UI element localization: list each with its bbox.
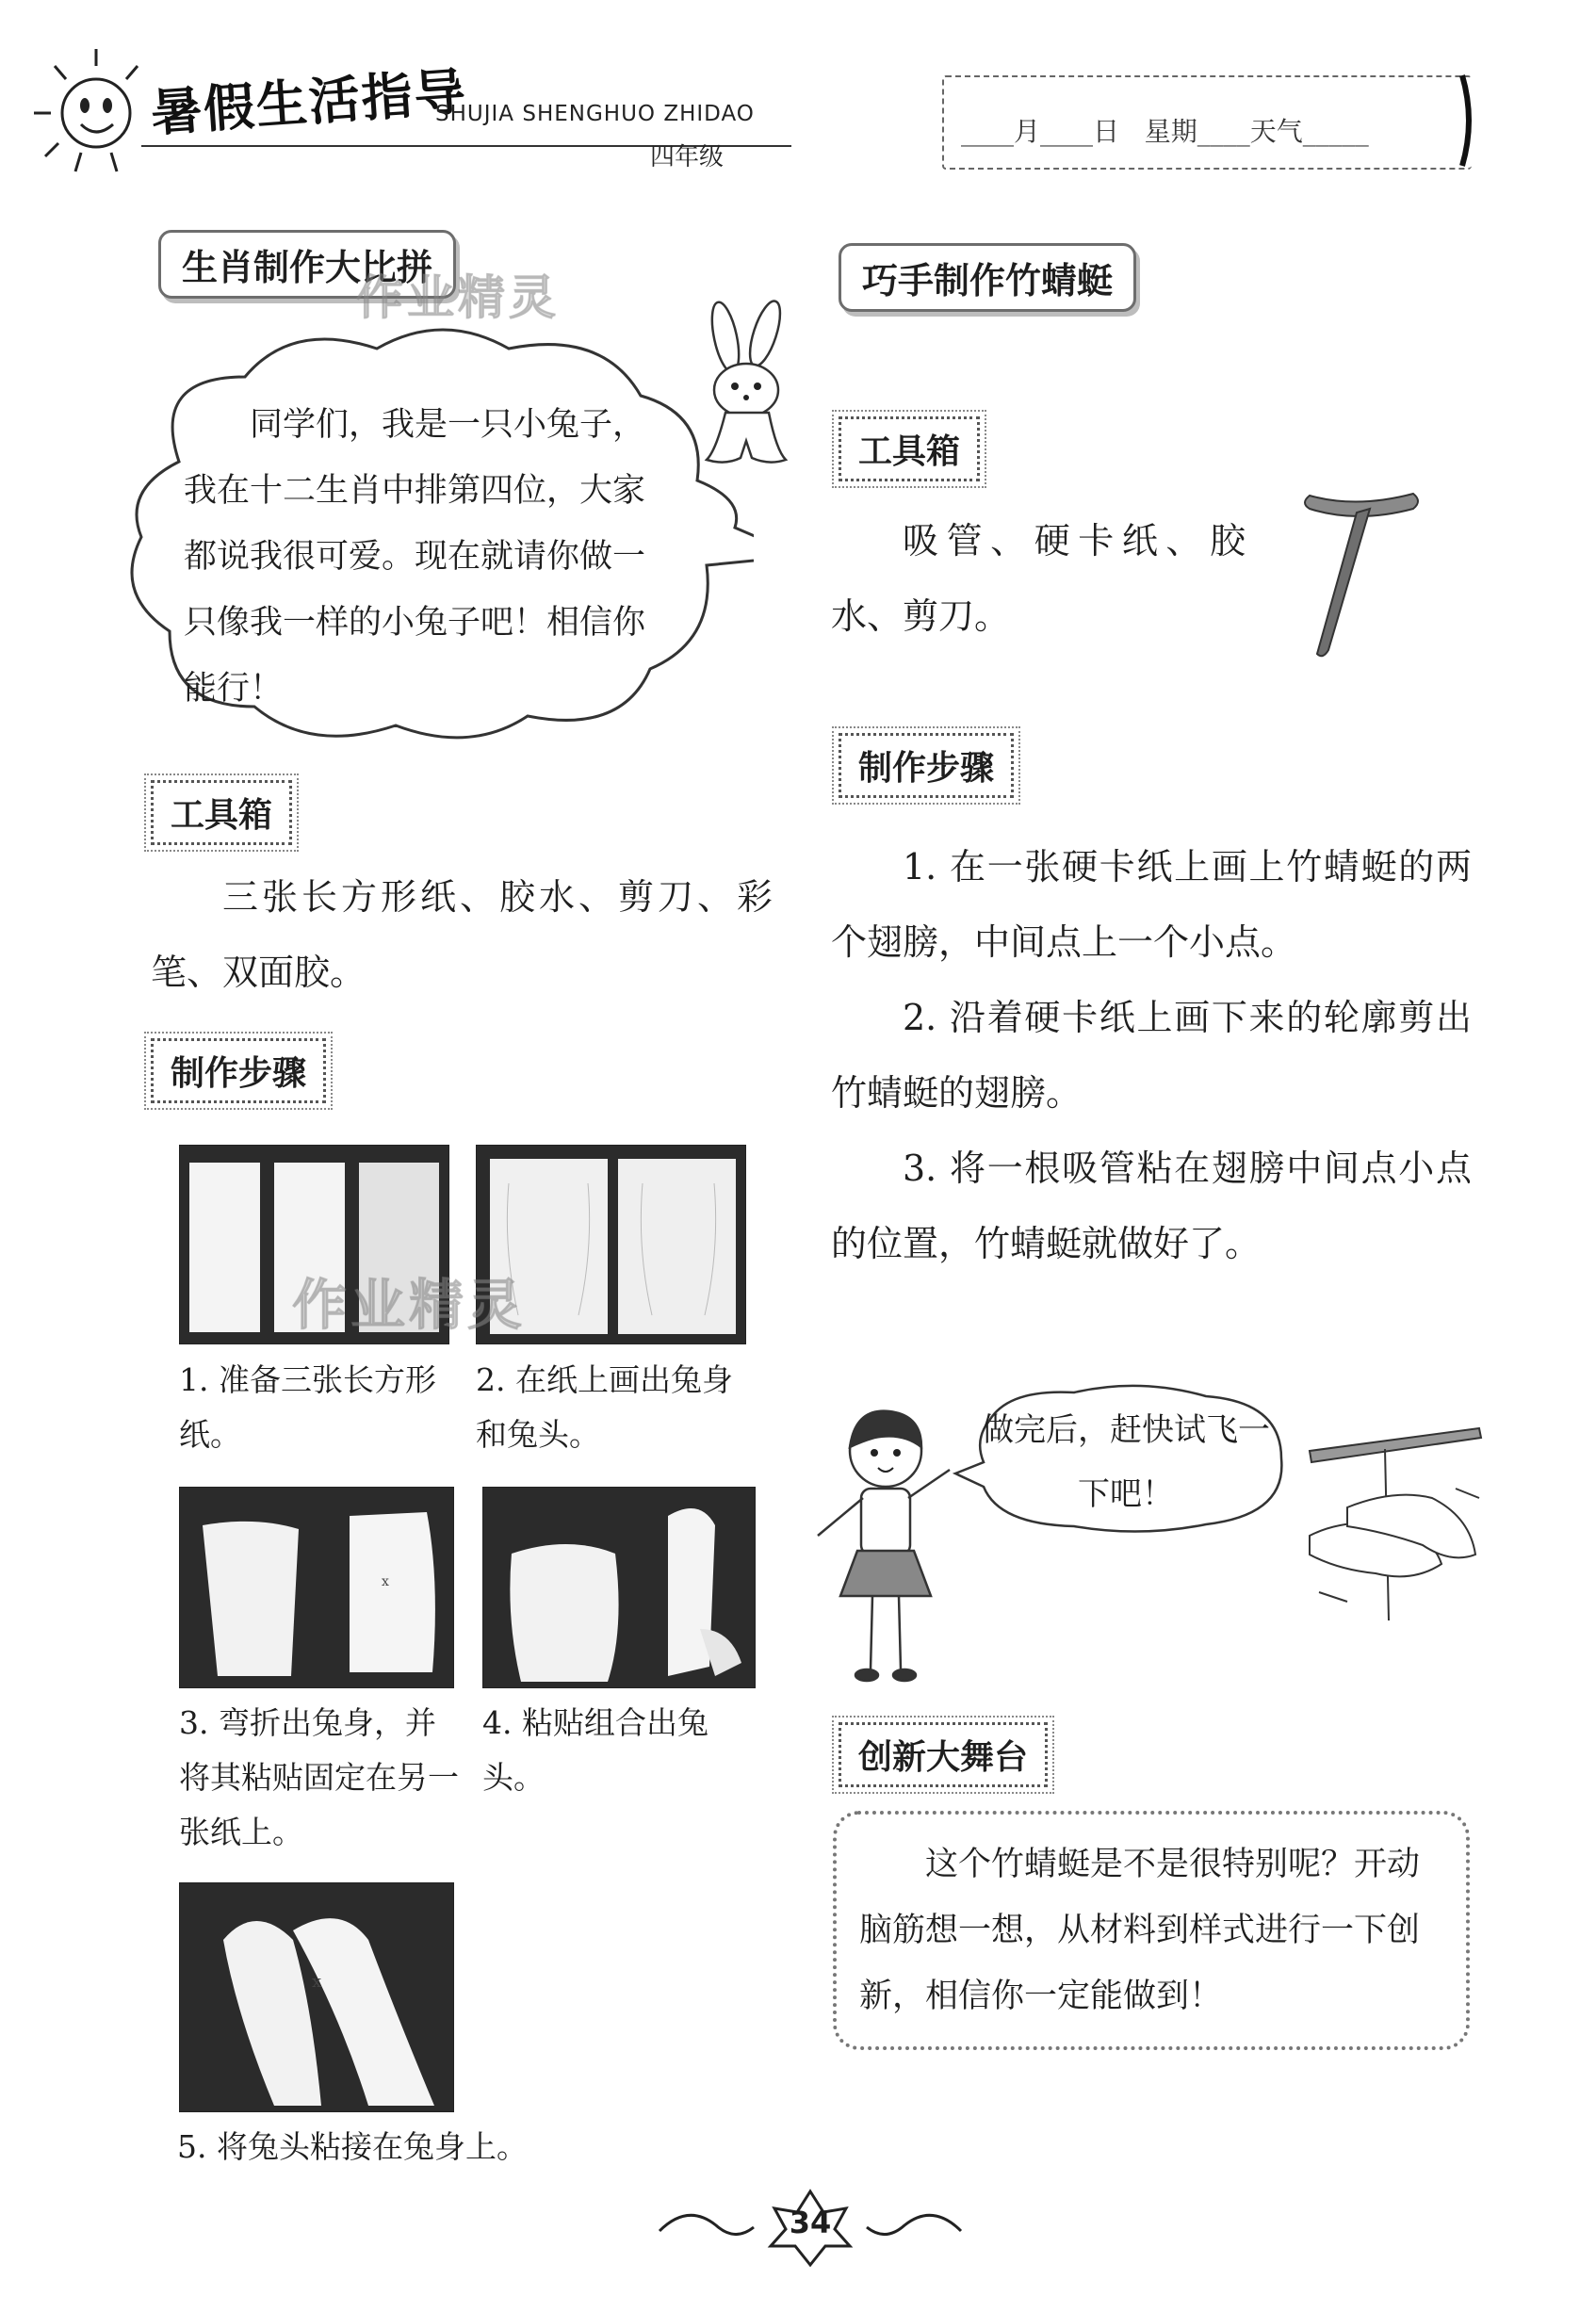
dragonfly-step-3: 3. 将一根吸管粘在翅膀中间点小点的位置，竹蜻蜓就做好了。 (831, 1148, 1472, 1264)
steps-heading-right: 制作步骤 (839, 733, 1014, 798)
step-photo-3 (179, 1487, 454, 1688)
zodiac-section-banner: 生肖制作大比拼 (158, 230, 456, 299)
toolbox-heading-left: 工具箱 (151, 780, 292, 845)
series-pinyin: SHUJIA SHENGHUO ZHIDAO (435, 102, 755, 126)
page-number: 34 (789, 2205, 832, 2240)
series-title: 暑假生活指导 (149, 61, 469, 143)
innovation-heading: 创新大舞台 (839, 1722, 1048, 1787)
step-caption-5: 5. 将兔头粘接在兔身上。 (177, 2128, 528, 2165)
sun-smiley-logo-icon (28, 38, 160, 179)
watermark: 作业精灵 (356, 270, 560, 325)
step-photo-5 (179, 1882, 454, 2112)
step-photo-4 (482, 1487, 756, 1688)
svg-text:x: x (382, 1574, 389, 1589)
step-caption-4: 4. 粘贴组合出兔头。 (482, 1704, 708, 1796)
dragonfly-step-1: 1. 在一张硬卡纸上画上竹蜻蜓的两个翅膀，中间点上一个小点。 (831, 846, 1472, 963)
step-caption-3: 3. 弯折出兔身，并将其粘贴固定在另一张纸上。 (179, 1704, 459, 1850)
dragonfly-steps (831, 829, 1472, 1281)
svg-text:x: x (312, 1972, 322, 1992)
watermark: 作业精灵 (292, 1273, 527, 1337)
hands-spinning-dragonfly-icon (1291, 1423, 1489, 1630)
toolbox-heading-right: 工具箱 (839, 416, 980, 481)
rabbit-intro-text: 同学们，我是一只小兔子，我在十二生肖中排第四位，大家都说我很可爱。现在就请你做一只像我一样的小兔子吧！相信你能行！ (184, 406, 646, 708)
dragonfly-step-2: 2. 沿着硬卡纸上画下来的轮廓剪出竹蜻蜓的翅膀。 (831, 997, 1472, 1114)
girl-icon (799, 1394, 969, 1696)
grade-label: 四年级 (650, 143, 725, 171)
speech-text: 做完后，赶快试飞一下吧！ (982, 1411, 1270, 1513)
bamboo-dragonfly-icon (1272, 471, 1460, 669)
dragonfly-section-banner: 巧手制作竹蜻蜓 (839, 243, 1136, 312)
rabbit-icon (688, 300, 810, 479)
tools-list-left: 三张长方形纸、胶水、剪刀、彩笔、双面胶。 (151, 876, 773, 993)
innovation-text: 这个竹蜻蜓是不是很特别呢？开动脑筋想一想，从材料到样式进行一下创新，相信你一定能做到！ (859, 1846, 1421, 2015)
steps-heading-left: 制作步骤 (151, 1038, 326, 1103)
date-line: ____月____日 星期____天气_____ (961, 116, 1369, 147)
bracket-icon (1458, 73, 1477, 168)
step-caption-1: 1. 准备三张长方形纸。 (179, 1361, 436, 1453)
tools-list-right: 吸管、硬卡纸、胶水、剪刀。 (831, 520, 1246, 637)
step-caption-2: 2. 在纸上画出兔身和兔头。 (476, 1361, 733, 1453)
